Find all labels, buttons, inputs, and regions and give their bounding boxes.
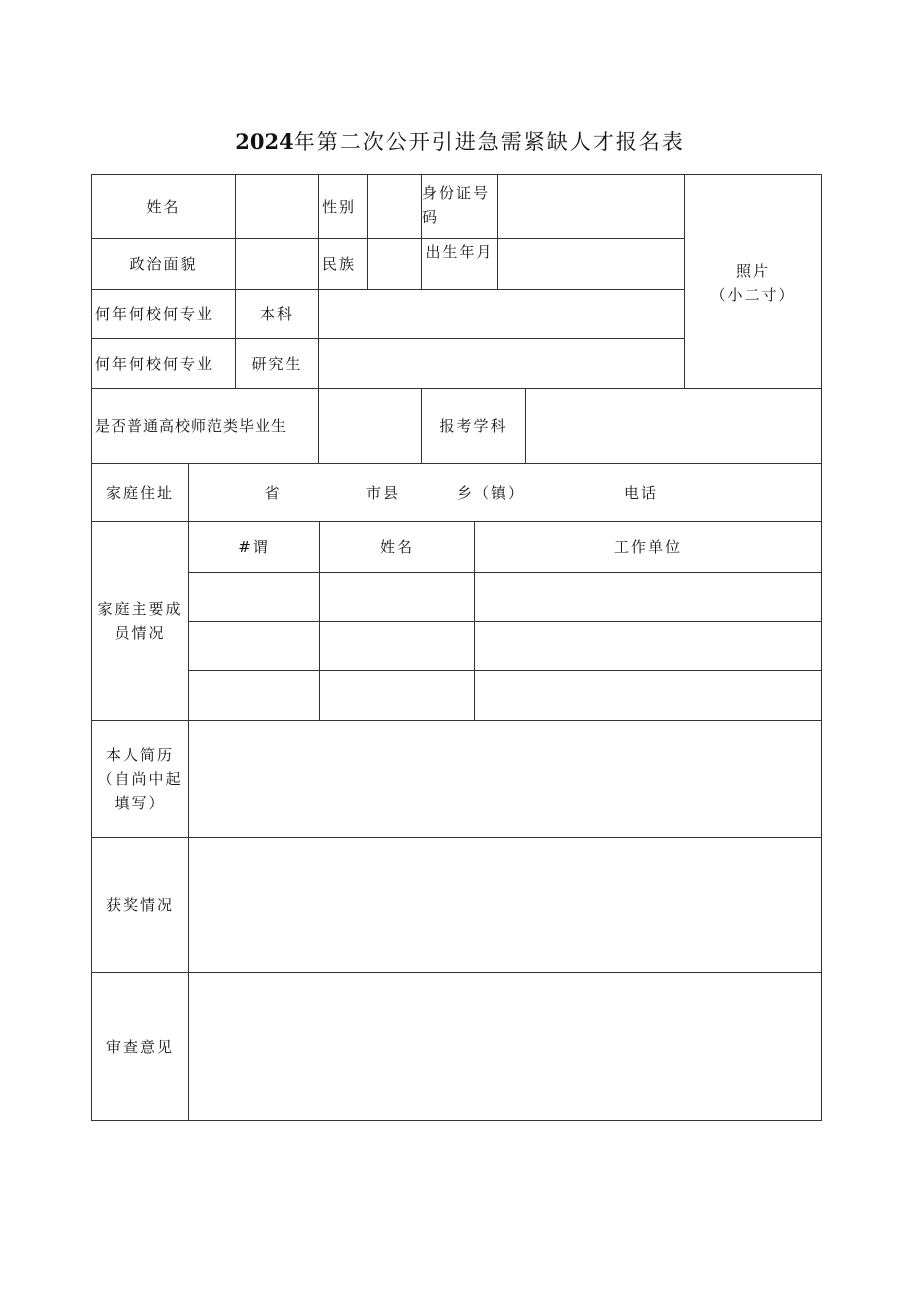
- family-relation-field[interactable]: [189, 573, 319, 621]
- school-major-label-undergrad: 何年何校何专业: [95, 305, 215, 323]
- address-city-county[interactable]: 市县: [365, 483, 400, 502]
- photo-size-note: （小二寸）: [710, 286, 796, 304]
- undergrad-field[interactable]: [319, 290, 684, 338]
- id-number-label-line2: 码: [422, 208, 440, 226]
- family-header-workplace: 工作单位: [613, 538, 682, 556]
- address-label: 家庭住址: [105, 483, 174, 502]
- subject-field[interactable]: [526, 389, 821, 463]
- family-relation-field[interactable]: [189, 671, 319, 720]
- ethnicity-label: 民族: [322, 255, 357, 273]
- school-major-label-grad: 何年何校何专业: [95, 354, 215, 373]
- family-label-line1: 家庭主要成: [97, 600, 183, 618]
- page-title: [0, 126, 920, 156]
- normal-graduate-label: 是否普通高校师范类毕业生: [95, 417, 288, 435]
- birth-date-field[interactable]: [498, 239, 684, 289]
- photo-box[interactable]: [685, 255, 821, 311]
- family-header-relation: #谓: [238, 538, 270, 556]
- resume-label-line2: （自尚中起: [97, 770, 183, 788]
- family-workplace-field[interactable]: [475, 573, 821, 621]
- awards-field[interactable]: [189, 838, 821, 972]
- family-members-label: [92, 522, 188, 720]
- undergrad-label: 本科: [259, 305, 294, 323]
- ethnicity-field[interactable]: [368, 239, 421, 289]
- address-province[interactable]: 省: [264, 483, 282, 502]
- name-label: 姓名: [146, 197, 181, 216]
- family-name-field[interactable]: [320, 573, 474, 621]
- politics-field[interactable]: [236, 239, 318, 289]
- id-number-field[interactable]: [498, 175, 684, 238]
- phone-field[interactable]: [670, 464, 821, 521]
- photo-label: 照片: [735, 262, 770, 280]
- family-workplace-field[interactable]: [475, 622, 821, 670]
- resume-label-line3: 填写）: [114, 794, 166, 812]
- family-label-line2: 员情况: [114, 624, 166, 642]
- review-opinion-field[interactable]: [189, 973, 821, 1120]
- gender-label: 性别: [322, 197, 357, 216]
- title-text: 年第二次公开引进急需紧缺人才报名表: [293, 130, 685, 154]
- birth-date-label: 出生年月: [425, 243, 494, 261]
- title-year: 2024: [235, 129, 294, 154]
- name-field[interactable]: [236, 175, 318, 238]
- politics-label: 政治面貌: [129, 255, 198, 273]
- id-number-label: [422, 181, 497, 237]
- awards-label: 获奖情况: [105, 896, 174, 914]
- family-name-field[interactable]: [320, 671, 474, 720]
- family-relation-field[interactable]: [189, 622, 319, 670]
- family-name-field[interactable]: [320, 622, 474, 670]
- normal-graduate-field[interactable]: [319, 389, 421, 463]
- gender-field[interactable]: [368, 175, 421, 238]
- address-town[interactable]: 乡（镇）: [456, 483, 525, 502]
- resume-label: [92, 721, 188, 837]
- grad-field[interactable]: [319, 339, 684, 388]
- review-opinion-label: 审查意见: [105, 1037, 174, 1056]
- family-header-name: 姓名: [379, 538, 414, 556]
- resume-label-line1: 本人简历: [105, 746, 174, 764]
- resume-field[interactable]: [189, 721, 821, 837]
- phone-label: 电话: [623, 483, 658, 502]
- grad-label: 研究生: [251, 354, 303, 373]
- subject-label: 报考学科: [439, 417, 508, 435]
- id-number-label-line1: 身份证号: [422, 184, 491, 202]
- family-workplace-field[interactable]: [475, 671, 821, 720]
